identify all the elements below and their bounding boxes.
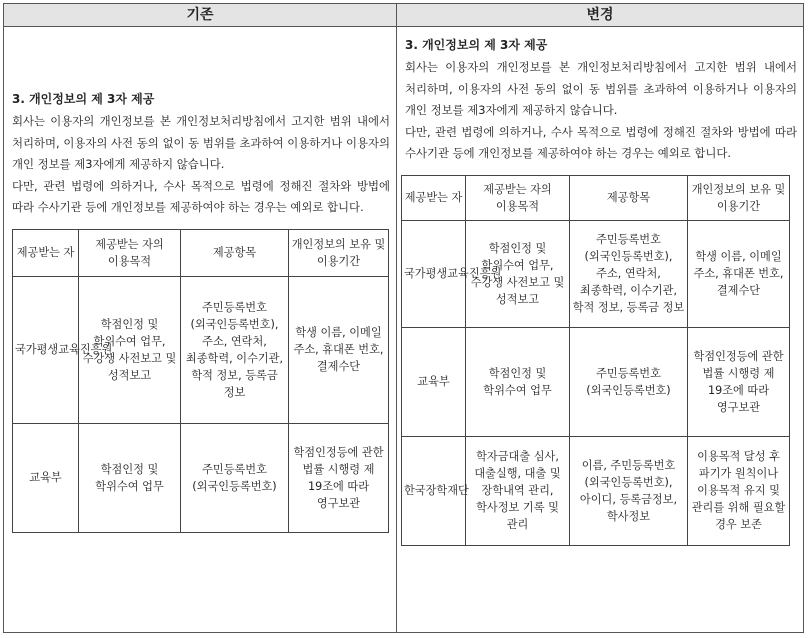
column-header-after: 변경 — [397, 4, 803, 27]
table-row — [402, 436, 790, 545]
table-header-cell: 개인정보의 보유 및 이용기간 — [688, 175, 790, 220]
table-cell: 학생 이름, 이메일 주소, 휴대폰 번호, 결제수단 — [289, 276, 389, 423]
paragraph: 다만, 관련 법령에 의하거나, 수사 목적으로 법령에 정해진 절차와 방법에 따라 수사기관 등에 개인정보를 제공하여야 하는 경우는 예외로 합니다. — [12, 178, 390, 214]
comparison-frame — [3, 3, 804, 633]
table-row — [402, 327, 790, 436]
table-header-cell: 제공받는 자의 이용목적 — [79, 229, 181, 276]
table-cell: 학생 이름, 이메일 주소, 휴대폰 번호, 결제수단 — [688, 220, 790, 327]
table-cell: 주민등록번호(외국인등록번호), 주소, 연락처, 최종학력, 이수기관, 학적 정보, 등록금 정보 — [570, 220, 688, 327]
table-row — [402, 220, 790, 327]
paragraph: 회사는 이용자의 개인정보를 본 개인정보처리방침에서 고지한 범위 내에서 처리하며, 이용자의 사전 동의 없이 동 범위를 초과하여 이용하거나 이용자의 개인 정보를 제3자에게 제공하지 않습니다. — [12, 114, 390, 171]
table-cell: 학점인정 및 학위수여 업무, 수강생 사전보고 및 성적보고 — [79, 276, 181, 423]
table-cell: 학점인정 및 학위수여 업무 — [466, 327, 570, 436]
paragraph: 회사는 이용자의 개인정보를 본 개인정보처리방침에서 고지한 범위 내에서 처리하며, 이용자의 사전 동의 없이 동 범위를 초과하여 이용하거나 이용자의 개인 정보를 제3자에게 제공하지 않습니다. — [405, 60, 797, 117]
section-title: 3. 개인정보의 제 3자 제공 — [12, 92, 155, 106]
paragraph: 다만, 관련 법령에 의하거나, 수사 목적으로 법령에 정해진 절차와 방법에 따라 수사기관 등에 개인정보를 제공하여야 하는 경우는 예외로 합니다. — [405, 124, 797, 160]
column-header-before: 기존 — [4, 4, 396, 27]
table-cell: 이름, 주민등록번호(외국인등록번호), 아이디, 등록금정보, 학사정보 — [570, 436, 688, 545]
table-header-cell: 제공항목 — [570, 175, 688, 220]
third-party-table — [12, 229, 389, 533]
table-header-cell: 제공항목 — [181, 229, 289, 276]
table-cell: 주민등록번호(외국인등록번호), 주소, 연락처, 최종학력, 이수기관, 학적 정보, 등록금 정보 — [181, 276, 289, 423]
table-header-cell: 개인정보의 보유 및 이용기간 — [289, 229, 389, 276]
table-cell: 국가평생교육진흥원 — [13, 276, 79, 423]
before-column — [4, 4, 397, 632]
table-row — [13, 423, 389, 532]
table-cell: 학점인정 및 학위수여 업무, 수강생 사전보고 및 성적보고 — [466, 220, 570, 327]
section-title: 3. 개인정보의 제 3자 제공 — [405, 38, 548, 52]
table-header-row — [402, 175, 790, 220]
table-header-cell: 제공받는 자 — [402, 175, 466, 220]
table-cell: 국가평생교육진흥원 — [402, 220, 466, 327]
table-cell: 학점인정등에 관한 법률 시행령 제 19조에 따라 영구보관 — [289, 423, 389, 532]
after-column — [397, 4, 803, 632]
table-cell: 교육부 — [13, 423, 79, 532]
after-body — [405, 36, 797, 546]
table-cell: 학점인정등에 관한 법률 시행령 제 19조에 따라 영구보관 — [688, 327, 790, 436]
table-cell: 한국장학재단 — [402, 436, 466, 545]
table-cell: 이용목적 달성 후 파기가 원칙이나 이용목적 유지 및 관리를 위해 필요할 경우 보존 — [688, 436, 790, 545]
table-header-row — [13, 229, 389, 276]
table-cell: 주민등록번호 (외국인등록번호) — [181, 423, 289, 532]
before-body — [12, 90, 390, 533]
table-header-cell: 제공받는 자의 이용목적 — [466, 175, 570, 220]
table-header-cell: 제공받는 자 — [13, 229, 79, 276]
table-cell: 주민등록번호 (외국인등록번호) — [570, 327, 688, 436]
third-party-table — [401, 175, 790, 546]
table-cell: 학자금대출 심사, 대출실행, 대출 및 장학내역 관리, 학사정보 기록 및 관리 — [466, 436, 570, 545]
table-cell: 학점인정 및 학위수여 업무 — [79, 423, 181, 532]
table-row — [13, 276, 389, 423]
table-cell: 교육부 — [402, 327, 466, 436]
